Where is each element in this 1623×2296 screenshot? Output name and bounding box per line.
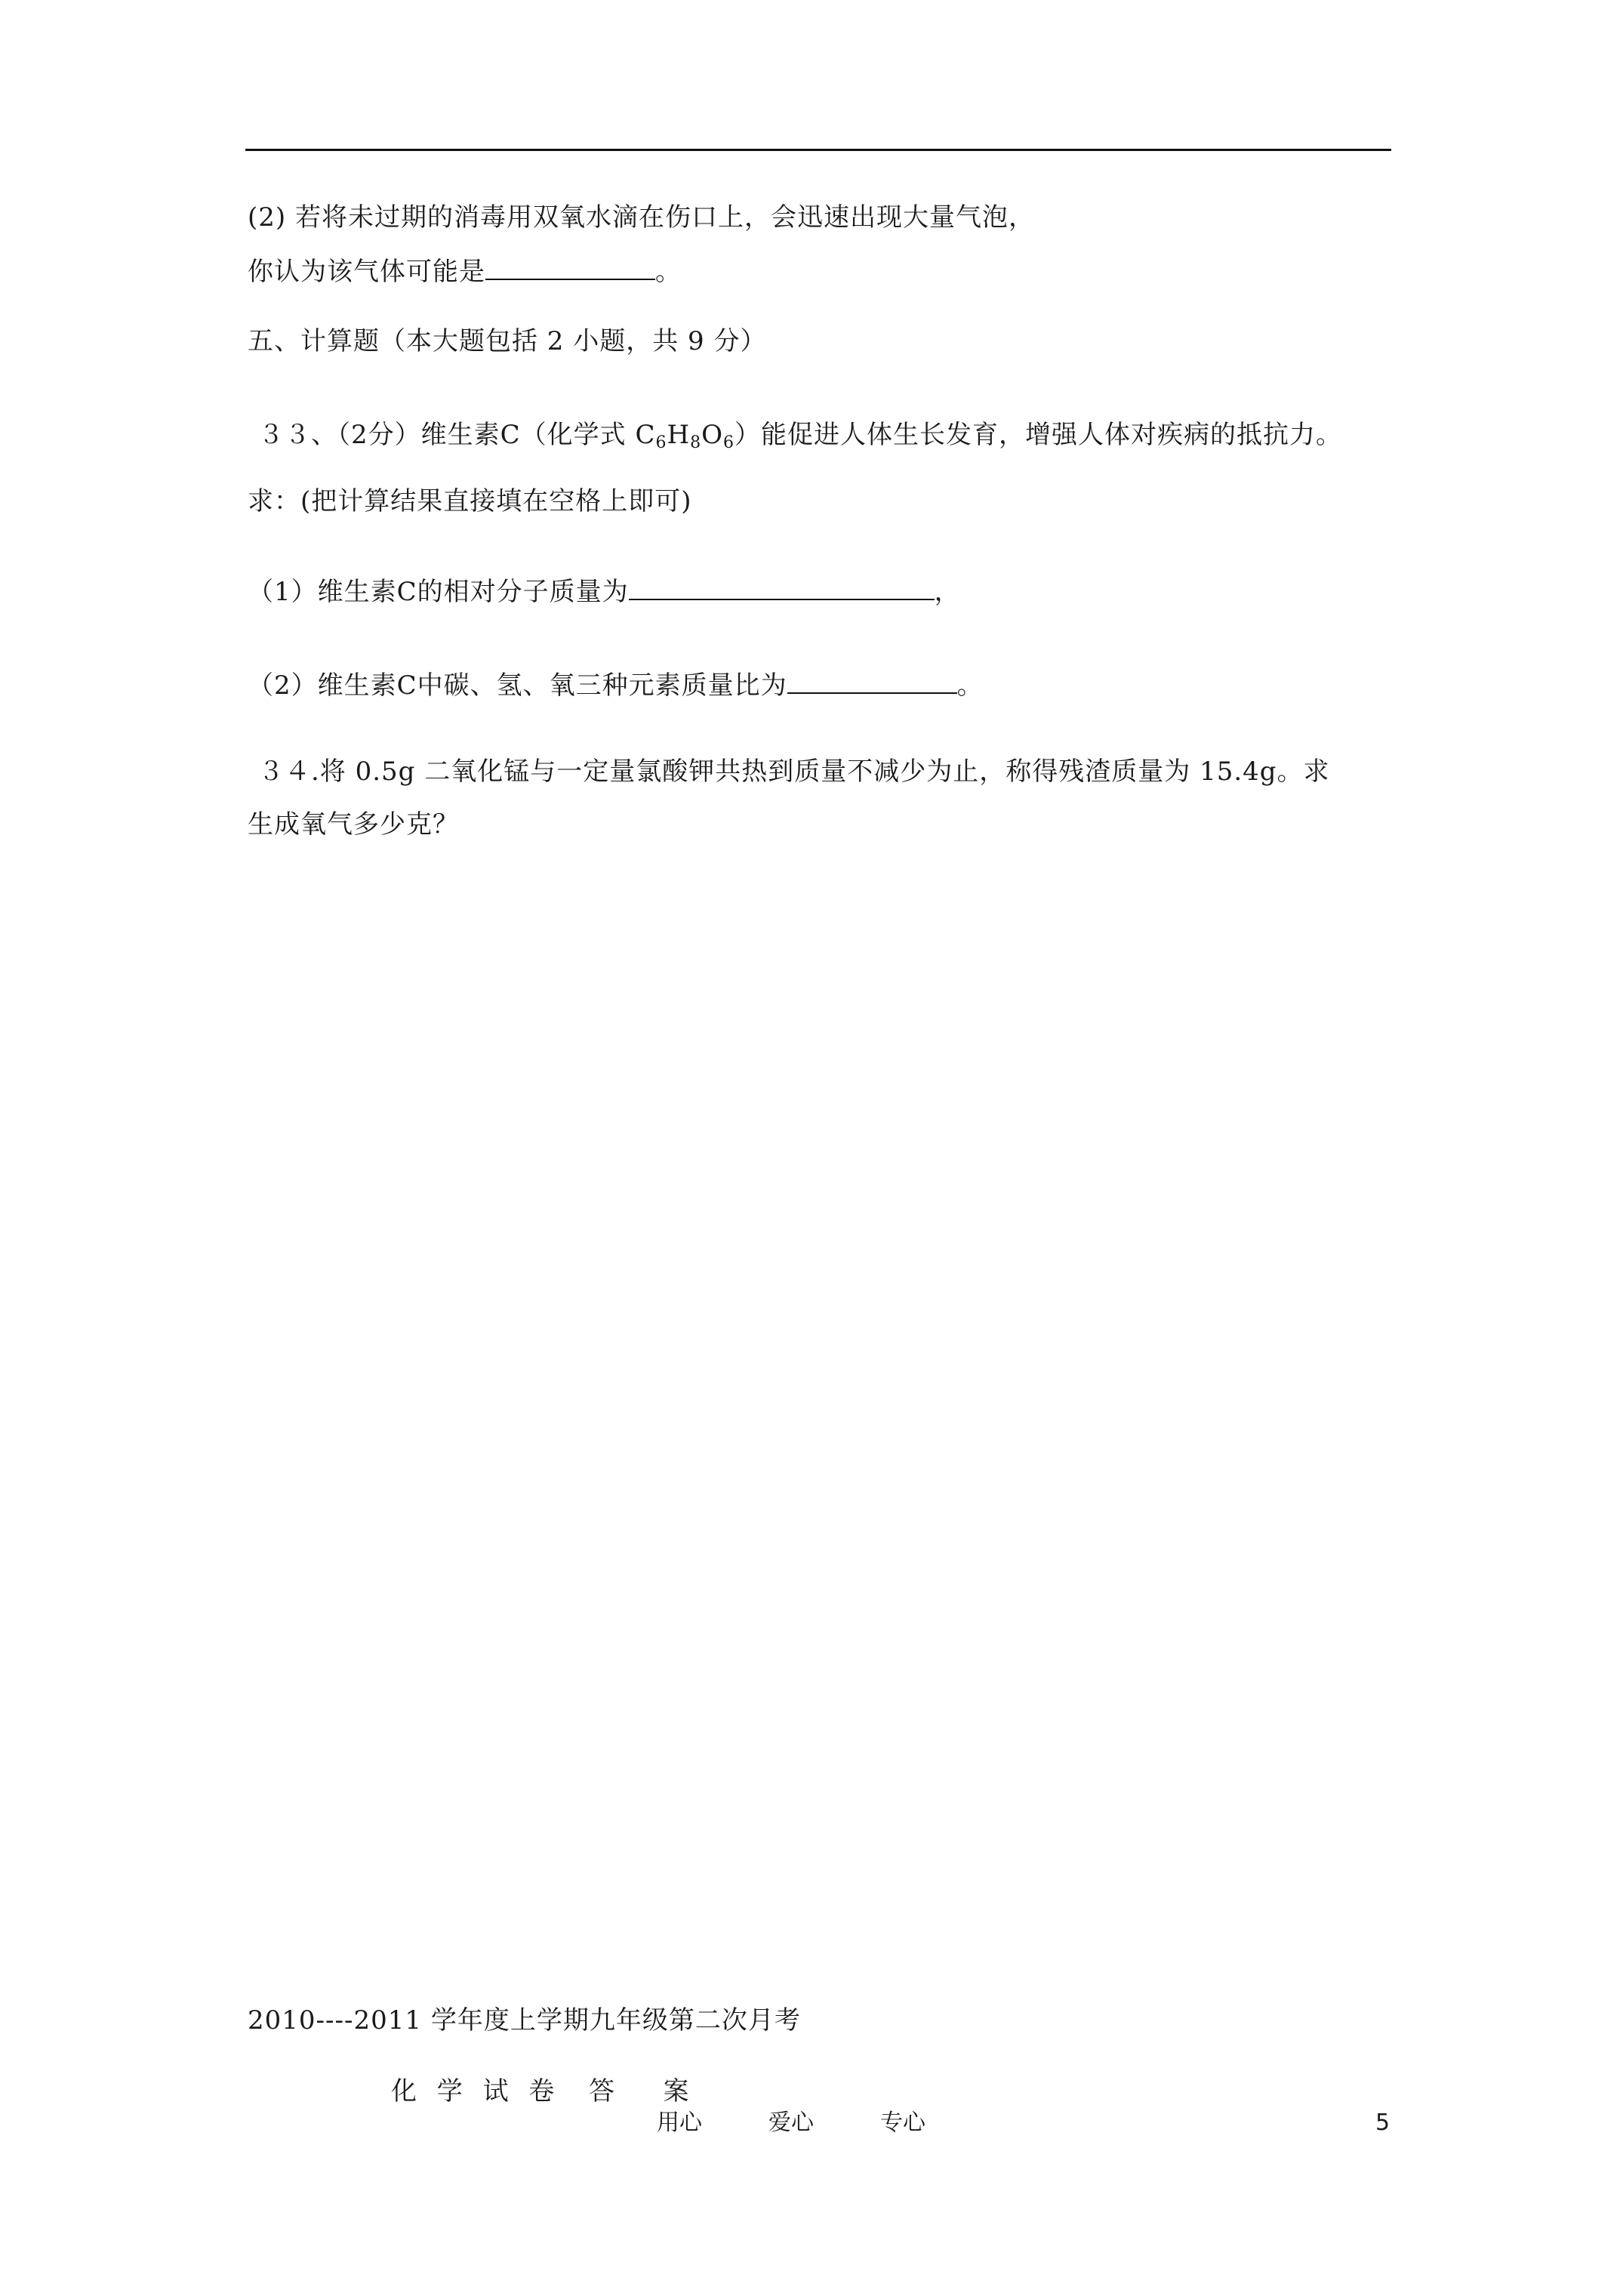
q32-part2-line1: (2) 若将未过期的消毒用双氧水滴在伤口上，会迅速出现大量气泡， (248, 202, 1035, 233)
q32-answer-blank[interactable] (485, 256, 655, 280)
q33-part1-prompt: （1）维生素C的相对分子质量为 (248, 577, 629, 607)
answer-title: 2010----2011 学年度上学期九年级第二次月考 (248, 2005, 801, 2036)
q32-part2-prompt: 你认为该气体可能是 (248, 257, 485, 287)
q33-intro (258, 418, 1342, 451)
q32-part2-line2 (248, 255, 682, 288)
formula-o: O (701, 420, 723, 450)
q33-intro-suffix: ）能促进人体生长发育，增强人体对疾病的抵抗力。 (735, 420, 1342, 450)
formula-sub-o: 6 (723, 433, 735, 452)
footer-motto-1: 用心 (657, 2110, 702, 2136)
q33-part1 (248, 575, 961, 609)
q33-part2-prompt: （2）维生素C中碳、氢、氧三种元素质量比为 (248, 670, 787, 701)
section5-heading: 五、计算题（本大题包括 2 小题，共 9 分） (248, 326, 767, 356)
q34-line1: ３４.将 0.5g 二氧化锰与一定量氯酸钾共热到质量不减少为止，称得残渣质量为 15.4g。求 (258, 757, 1330, 787)
q33-part1-blank[interactable] (629, 576, 935, 600)
q33-part1-end: ， (934, 577, 961, 607)
q33-part2 (248, 669, 984, 702)
footer-motto-2: 爱心 (768, 2110, 814, 2136)
footer-motto-3: 专心 (880, 2110, 925, 2136)
formula-sub-c: 6 (655, 433, 667, 452)
header-rule (245, 149, 1391, 151)
answer-subtitle: 化 学 试 卷 答 案 (391, 2076, 695, 2106)
formula-h: H (667, 420, 691, 450)
q34-line2: 生成氧气多少克？ (248, 809, 459, 840)
q33-instruction: 求：(把计算结果直接填在空格上即可) (248, 486, 692, 516)
formula-sub-h: 8 (690, 433, 702, 452)
page-number: 5 (1375, 2110, 1390, 2136)
q33-part2-blank[interactable] (787, 670, 957, 694)
q33-intro-prefix: ３３、（2分）维生素C（化学式 C (258, 420, 656, 450)
q33-part2-end: 。 (956, 670, 984, 701)
q32-part2-end: 。 (655, 257, 682, 287)
